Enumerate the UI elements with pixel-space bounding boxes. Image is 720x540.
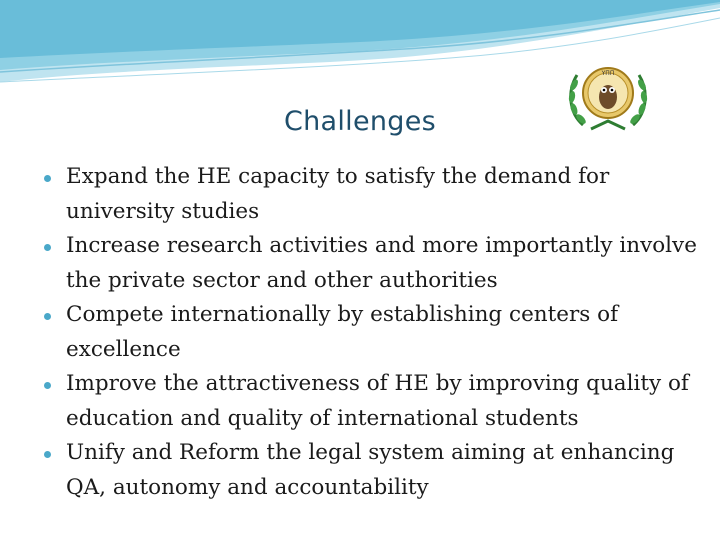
bullet-text: Compete internationally by establishing centers of excellence — [66, 302, 619, 362]
bullet-text: Expand the HE capacity to satisfy the demand for university studies — [66, 164, 610, 224]
bullet-dot-icon — [44, 451, 51, 458]
owl-icon — [599, 85, 617, 109]
bullet-dot-icon — [44, 313, 51, 320]
bullet-text: Improve the attractiveness of HE by improving quality of education and quality of international students — [66, 371, 689, 431]
bullet-dot-icon — [44, 175, 51, 182]
bullet-item — [38, 436, 698, 505]
bullet-item — [38, 298, 698, 367]
university-seal-logo — [565, 55, 651, 135]
bullet-item — [38, 367, 698, 436]
bullet-item — [38, 229, 698, 298]
bullet-dot-icon — [44, 382, 51, 389]
slide-title: Challenges — [283, 106, 437, 137]
bullet-text: Increase research activities and more importantly involve the private sector and other authorities — [66, 233, 697, 293]
bullet-item — [38, 160, 698, 229]
bullet-dot-icon — [44, 244, 51, 251]
logo-text: ΥΠΠ — [601, 70, 615, 77]
bullet-text: Unify and Reform the legal system aiming at enhancing QA, autonomy and accountability — [66, 440, 675, 500]
bullet-list — [38, 160, 698, 505]
